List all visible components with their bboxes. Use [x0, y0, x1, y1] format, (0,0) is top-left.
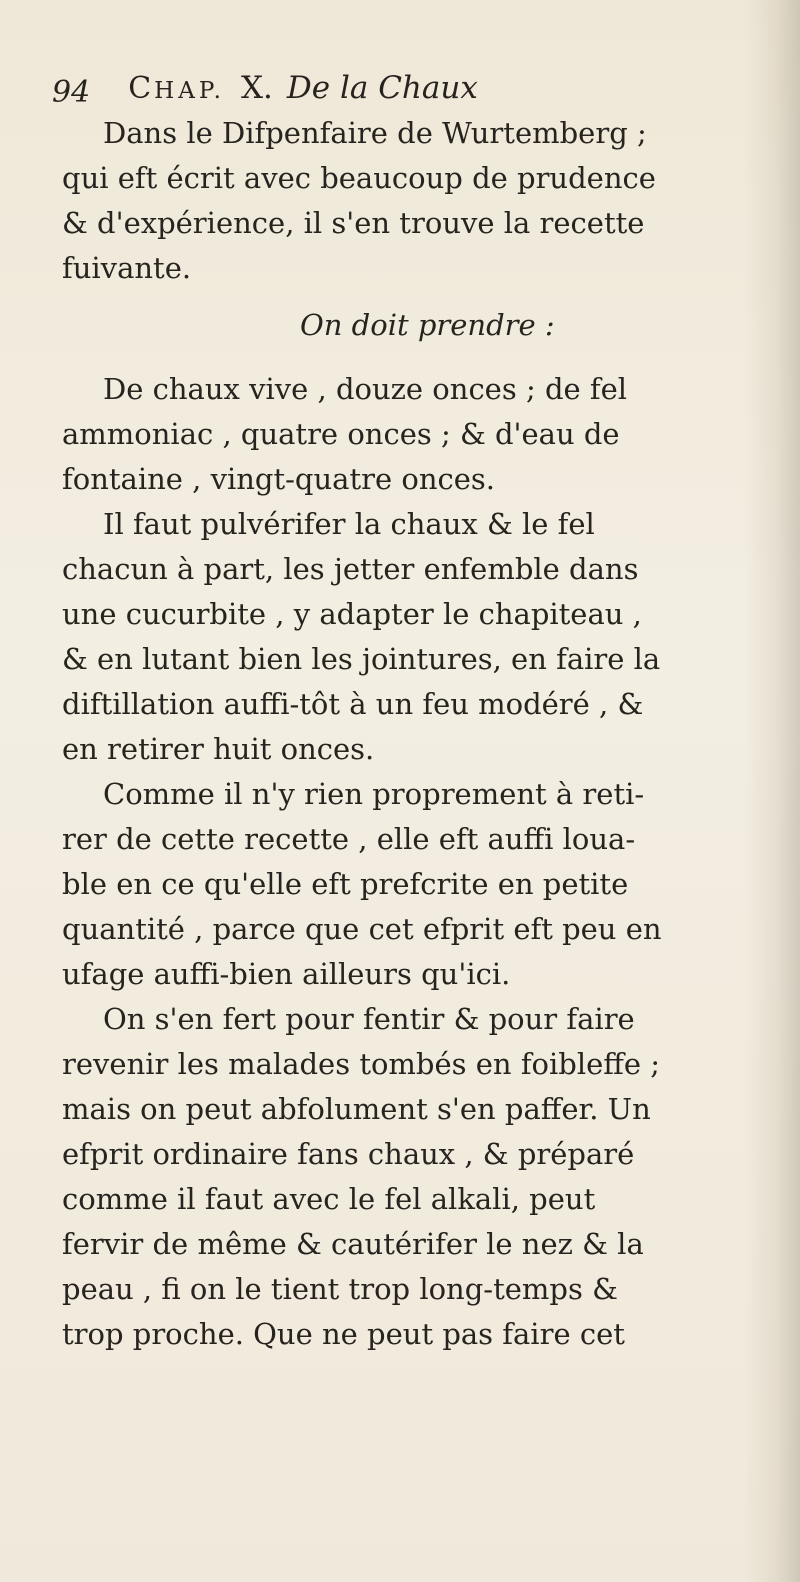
text-line: fontaine , vingt-quatre onces.	[62, 462, 496, 496]
text-line: mais on peut abfolument s'en paffer. Un	[62, 1092, 651, 1126]
chapter-label	[128, 69, 225, 111]
text-line: Comme il n'y rien proprement à reti-	[103, 777, 645, 811]
text-line: Dans le Difpenfaire de Wurtemberg ;	[103, 116, 647, 150]
text-line: diftillation auffi-tôt à un feu modéré , &	[62, 687, 644, 721]
text-line: rer de cette recette , elle eft auffi loua-	[62, 822, 636, 856]
text-line: une cucurbite , y adapter le chapiteau ,	[62, 597, 642, 631]
chapter-title: De la Chaux	[286, 70, 478, 106]
text-line: fervir de même & cautérifer le nez & la	[62, 1227, 644, 1261]
text-line: quantité , parce que cet efprit eft peu en	[62, 912, 662, 946]
text-line: On s'en fert pour fentir & pour faire	[103, 1002, 635, 1036]
text-line: ammoniac , quatre onces ; & d'eau de	[62, 417, 620, 451]
text-line: chacun à part, les jetter enfemble dans	[62, 552, 639, 586]
text-line: trop proche. Que ne peut pas faire cet	[62, 1317, 625, 1351]
chapter-number: X.	[240, 70, 273, 106]
text-line: ufage auffi-bien ailleurs qu'ici.	[62, 957, 511, 991]
text-line: ble en ce qu'elle eft prefcrite en petite	[62, 867, 629, 901]
chapter-label-rest: HAP.	[154, 78, 225, 104]
text-line: Il faut pulvérifer la chaux & le fel	[103, 507, 595, 541]
running-header	[52, 68, 478, 108]
text-line: en retirer huit onces.	[62, 732, 375, 766]
text-line: efprit ordinaire fans chaux , & préparé	[62, 1137, 635, 1171]
recipe-heading: On doit prendre :	[300, 308, 555, 342]
text-line: comme il faut avec le fel alkali, peut	[62, 1182, 596, 1216]
text-line: qui eft écrit avec beaucoup de prudence	[62, 161, 656, 195]
page-number: 94	[52, 75, 91, 110]
text-line: & en lutant bien les jointures, en faire la	[62, 642, 661, 676]
text-line: fuivante.	[62, 251, 192, 285]
text-line: revenir les malades tombés en foibleffe ;	[62, 1047, 661, 1081]
text-line: & d'expérience, il s'en trouve la recette	[62, 206, 645, 240]
chapter-label-initial: C	[128, 71, 155, 106]
text-line: peau , fi on le tient trop long-temps &	[62, 1272, 618, 1306]
text-line: De chaux vive , douze onces ; de fel	[103, 372, 628, 406]
